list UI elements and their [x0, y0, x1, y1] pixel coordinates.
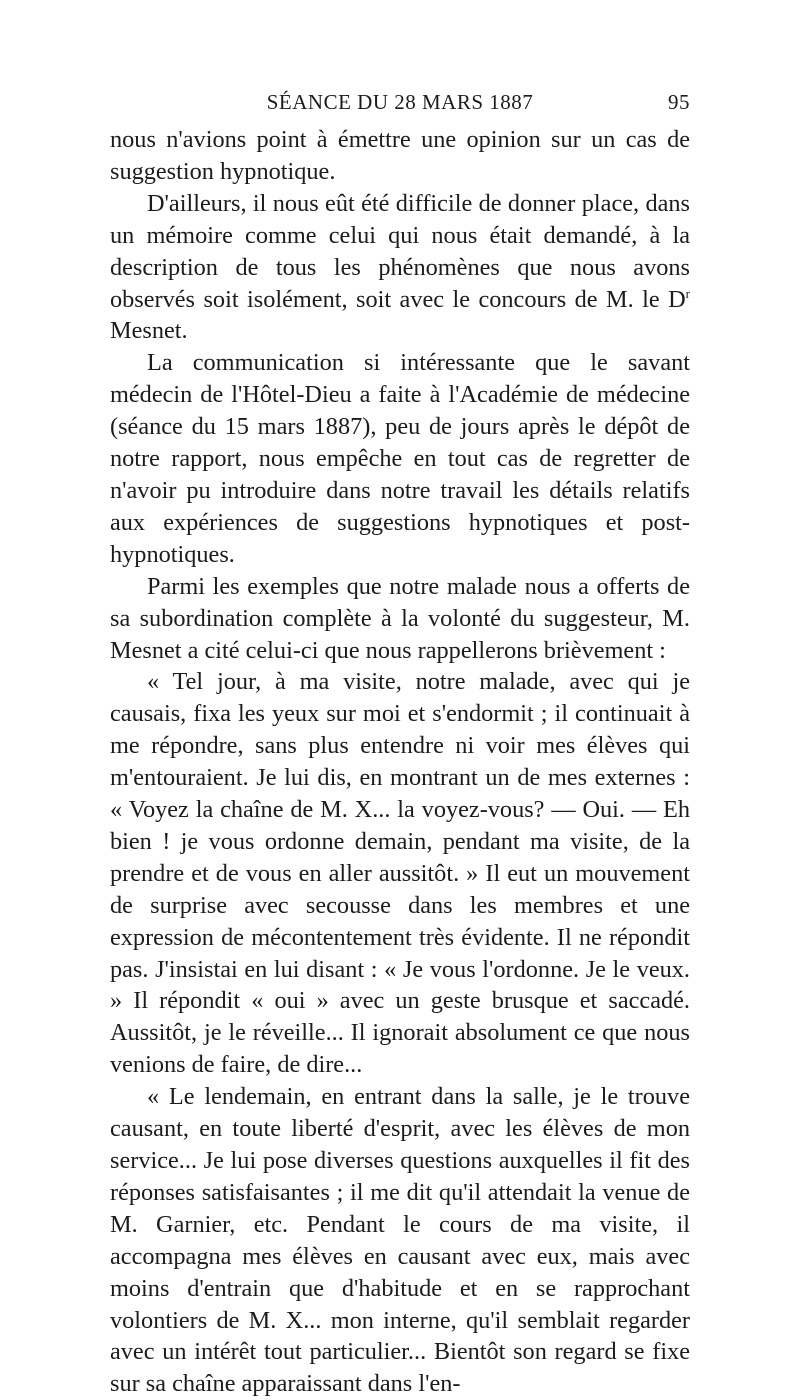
page-number: 95	[668, 90, 690, 114]
dr-abbrev-base: D	[668, 285, 686, 313]
paragraph-1: nous n'avions point à émettre une opinion sur un cas de suggestion hypnotique.	[110, 126, 690, 185]
running-head	[110, 84, 690, 124]
running-title: SÉANCE DU 28 MARS 1887	[266, 90, 534, 114]
paragraph-2-text: D'ailleurs, il nous eût été difficile de donner place, dans un mémoire comme celui qui nous était demandé, à la description de tous les phénomènes que nous avons observés soit isolément, soit avec le concours de M. le	[110, 189, 690, 313]
paragraph-4: Parmi les exemples que notre malade nous a offerts de sa subordination complète à la volonté du suggesteur, M. Mesnet a cité celui-ci que nous rappellerons brièvement :	[110, 572, 690, 664]
paragraph-2	[110, 188, 690, 348]
document-page	[110, 84, 690, 1398]
dr-abbrev-sup: r	[685, 285, 690, 301]
paragraph-3: La communication si intéressante que le savant médecin de l'Hôtel-Dieu a faite à l'Académie de médecine (séance du 15 mars 1887), peu de jours après le dépôt de notre rapport, nous empêche en tout cas de regretter de n'avoir pu introduire dans notre travail les détails relatifs aux expériences de suggestions hypnotiques et post-hypnotiques.	[110, 349, 690, 568]
paragraph-6: « Le lendemain, en entrant dans la salle, je le trouve causant, en toute liberté d'esprit, avec les élèves de mon service... Je lui pose diverses questions auxquelles il fit des réponses satisfaisantes ; il me dit qu'il attendait la venue de M. Garnier, etc. Pendant le cours de ma visite, il accompagna mes élèves en causant avec eux, mais avec moins d'entrain que d'habitude et en se rapprochant volontiers de M. X... mon interne, qu'il semblait regarder avec un intérêt tout particulier... Bientôt son regard se fixe sur sa chaîne apparaissant dans l'en-	[110, 1083, 690, 1398]
paragraph-5: « Tel jour, à ma visite, notre malade, avec qui je causais, fixa les yeux sur moi et s'endormit ; il continuait à me répondre, sans plus entendre ni voir mes élèves qui m'entouraient. Je lui dis, en montrant un de mes externes : « Voyez la chaîne de M. X... la voyez-vous? — Oui. — Eh bien ! je vous ordonne demain, pendant ma visite, de la prendre et de vous en aller aussitôt. » Il eut un mouvement de surprise avec secousse dans les membres et une expression de mécontentement très évidente. Il ne répondit pas. J'insistai en lui disant : « Je vous l'ordonne. Je le veux. » Il répondit « oui » avec un geste brusque et saccadé. Aussitôt, je le réveille... Il ignorait absolument ce que nous venions de faire, de dire...	[110, 668, 690, 1079]
dr-abbrev-name: Mesnet.	[110, 317, 188, 345]
body-text	[110, 124, 690, 1400]
